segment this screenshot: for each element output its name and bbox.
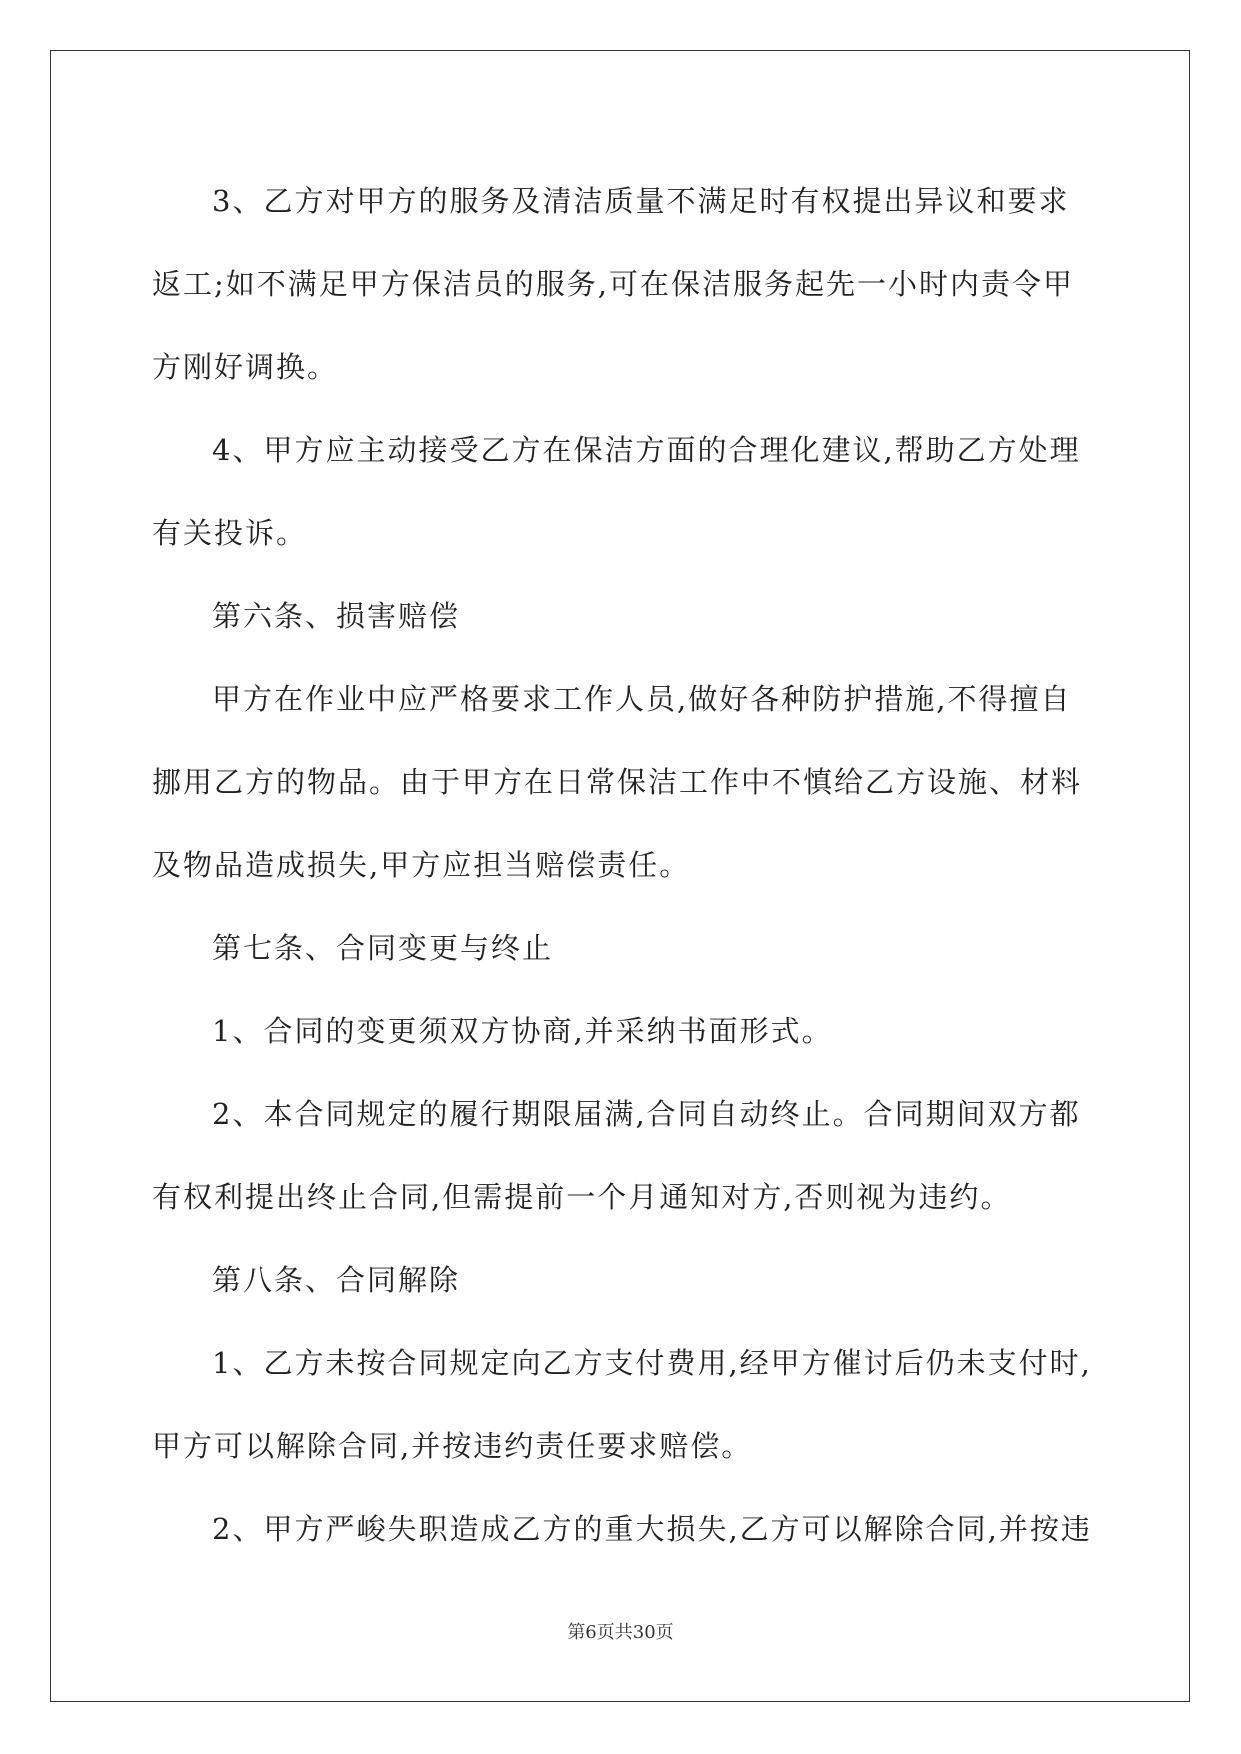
page-footer bbox=[0, 1618, 1241, 1644]
paragraph: 1、合同的变更须双方协商,并采纳书面形式。 bbox=[212, 1014, 833, 1048]
paragraph: 1、乙方未按合同规定向乙方支付费用,经甲方催讨后仍未支付时,甲方可以解除合同,并按违约责任要求赔偿。 bbox=[152, 1346, 1092, 1463]
paragraph: 甲方在作业中应严格要求工作人员,做好各种防护措施,不得擅自挪用乙方的物品。由于甲方在日常保洁工作中不慎给乙方设施、材料及物品造成损失,甲方应担当赔偿责任。 bbox=[152, 682, 1083, 882]
page-total: 共30页 bbox=[614, 1622, 674, 1643]
section-heading: 第八条、合同解除 bbox=[212, 1263, 461, 1297]
section-heading: 第七条、合同变更与终止 bbox=[212, 931, 554, 965]
paragraph: 2、本合同规定的履行期限届满,合同自动终止。合同期间双方都有权利提出终止合同,但需提前一个月通知对方,否则视为违约。 bbox=[152, 1097, 1081, 1214]
section-heading: 第六条、损害赔偿 bbox=[212, 599, 461, 633]
paragraph: 4、甲方应主动接受乙方在保洁方面的合理化建议,帮助乙方处理有关投诉。 bbox=[152, 433, 1081, 550]
paragraph: 3、乙方对甲方的服务及清洁质量不满足时有权提出异议和要求返工;如不满足甲方保洁员的服务,可在保洁服务起先一小时内责令甲方刚好调换。 bbox=[152, 184, 1074, 384]
page-number: 第6页 bbox=[567, 1622, 615, 1643]
document-body bbox=[152, 160, 1092, 1571]
paragraph: 2、甲方严峻失职造成乙方的重大损失,乙方可以解除合同,并按违 bbox=[212, 1512, 1092, 1546]
